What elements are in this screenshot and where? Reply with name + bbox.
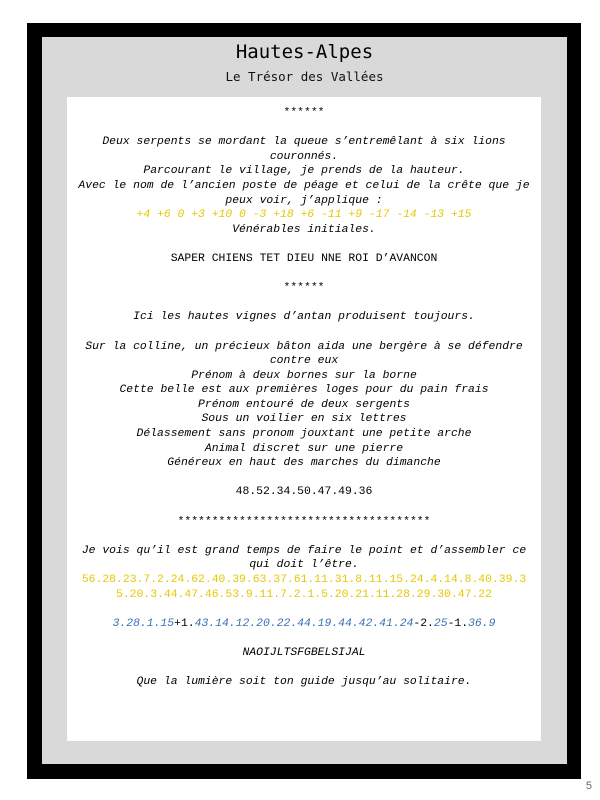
yellow-sequence: 56.28.23.7.2.24.62.40.39.63.37.61.11.31.8.11.15.24.4.14.8.40.39.35.20.3.44.47.46.53.9.11.7.2.1.5.20.21.11.28.29.30.47.22: [81, 574, 527, 601]
separator: *************************************: [177, 515, 431, 528]
formula-part: 36.9: [468, 617, 496, 630]
formula-line: [77, 617, 531, 632]
clue-line: Animal discret sur une pierre: [204, 442, 404, 455]
separator: ******: [283, 107, 325, 119]
formula-part: 25: [433, 617, 448, 630]
page-title: Hautes-Alpes: [235, 41, 374, 63]
riddle-content: [77, 106, 531, 690]
letters-line: NAOIJLTSFGBELSIJAL: [242, 646, 366, 659]
clue-line: Cette belle est aux premières loges pour du pain frais: [119, 384, 489, 397]
clue-line: Prénom à deux bornes sur la borne: [191, 369, 417, 382]
clue-line: Prénom entouré de deux sergents: [198, 398, 410, 411]
formula-operator: -1.: [447, 617, 469, 630]
clue-line: Sur la colline, un précieux bâton aida une bergère à se défendre contre eux: [85, 340, 523, 368]
riddle-line: Je vois qu’il est grand temps de faire le point et d’assembler ce qui doit l’être.: [81, 544, 527, 572]
riddle-line: Ici les hautes vignes d’antan produisent toujours.: [133, 311, 475, 324]
page-number: 5: [585, 780, 592, 792]
final-line: Que la lumière soit ton guide jusqu’au solitaire.: [136, 676, 472, 689]
clue-line: Généreux en haut des marches du dimanche: [167, 457, 441, 470]
cipher-line: SAPER CHIENS TET DIEU NNE ROI D’AVANCON: [170, 252, 438, 265]
formula-part: 43.14.12.20.22.44.19.44.42.41.24: [194, 617, 414, 630]
riddle-line: Deux serpents se mordant la queue s’entremêlant à six lions couronnés.: [102, 136, 506, 163]
clue-line: Sous un voilier en six lettres: [201, 413, 407, 426]
formula-part: 3.28.1.15: [112, 617, 175, 630]
riddle-line: Vénérables initiales.: [232, 223, 376, 236]
formula-operator: +1.: [174, 617, 195, 630]
riddle-line: Parcourant le village, je prends de la hauteur.: [143, 165, 465, 178]
offsets-line: +4 +6 0 +3 +10 0 -3 +18 +6 -11 +9 -17 -14 -13 +15: [136, 209, 472, 222]
page-subtitle: Le Trésor des Vallées: [225, 69, 384, 84]
separator: ******: [283, 282, 325, 295]
riddle-line: Avec le nom de l’ancien poste de péage et celui de la crête que je peux voir, j’applique :: [78, 179, 530, 207]
riddle-card: [67, 97, 541, 741]
formula-operator: -2.: [413, 617, 434, 630]
clue-line: Délassement sans pronom jouxtant une petite arche: [136, 428, 472, 441]
code-line: 48.52.34.50.47.49.36: [235, 486, 373, 499]
